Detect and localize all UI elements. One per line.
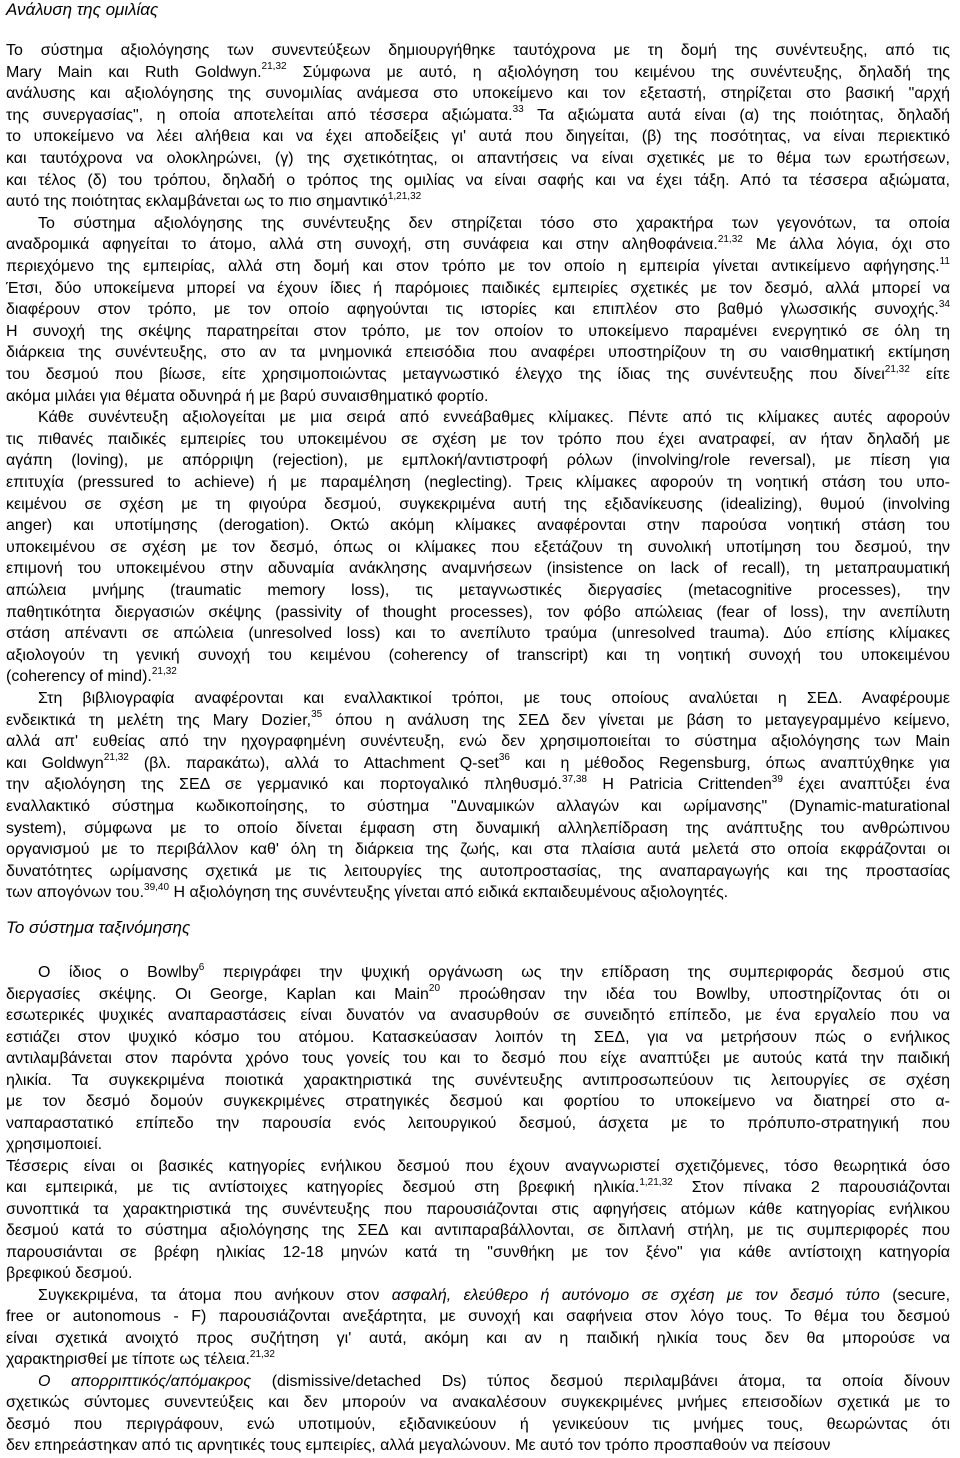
text-line [6, 63, 950, 82]
line-text: Κάθε συνέντευξη αξιολογείται με μια σειρά από εννεάβαθμες κλίμακες. Πέντε από τις κλίμακες αυτές αφορούν [38, 409, 950, 427]
line-text: ανάλυσης και αξιολόγησης της συνομιλίας ανάμεσα στο υποκείμενο και τον εξεταστή, στηρίζεται στο βασική "αρχή [6, 85, 950, 103]
line-text-continued: Η αξιολόγηση της συνέντευξης γίνεται από ειδικά εκπαιδευμένους αξιολογητές. [169, 884, 729, 902]
line-text: system), σύμφωνα με το οποίο δίνεται έμφαση στη δυναμική αλληλεπίδραση της ανάπτυξης του ανθρώπινου [6, 819, 950, 837]
text-line [6, 538, 950, 557]
line-text: Το σύστημα αξιολόγησης της συνέντευξης δεν στηρίζεται τόσο στο χαρακτήρα των γεγονότων, τα οποία [38, 214, 950, 232]
line-text: ηλικία. Τα συγκεκριμένα ποιοτικά χαρακτηριστικά της συνέντευξης αντιπροσωπεύουν τις λειτουργίες σε σχέση [6, 1071, 950, 1089]
text-line [38, 689, 950, 708]
line-text: αλλά απ' ευθείας από την ηχογραφημένη συνέντευξη, ενώ δεν χρησιμοποιείται το σύστημα αξιολόγησης των Main [6, 733, 950, 751]
line-text: οργανισμού με το περιβάλλον καθ' όλη τη διάρκεια της ζωής, και στα πλαίσια αυτά μελετά στο οποία εκφράζονται οι [6, 841, 950, 859]
citation-superscript: 21,32 [717, 234, 743, 246]
line-text: της συνεργασίας", η οποία αποτελείται από τέσσερα αξιώματα. [6, 106, 513, 124]
section-heading-classification-system: Το σύστημα ταξινόμησης [6, 918, 191, 937]
text-line [6, 171, 950, 190]
line-text: αντιλαμβάνεται στον παρόντα χρόνο τους γονείς του και το δεσμό που είχε αναπτύξει με αυτούς κατά την παιδική [6, 1050, 950, 1067]
citation-superscript: 35 [311, 709, 323, 721]
line-text: και Goldwyn [6, 754, 104, 772]
text-line [6, 732, 950, 751]
text-line [6, 624, 950, 643]
line-text: Το σύστημα αξιολόγησης των συνεντεύξεων δημιουργήθηκε ταυτόχρονα με τη δομή της συνέντευξης, από τις [6, 42, 950, 59]
text-line [6, 1393, 950, 1412]
line-text: ενδεικτικά τη μελέτη της Mary Dozier, [6, 711, 312, 729]
line-text: εστιάζει στον ψυχικό κόσμο του ατόμου. Κατασκεύασαν λοιπόν τη ΣΕΔ, για να μετρήσουν πώς ο ενήλικος [6, 1028, 950, 1046]
text-line [6, 1329, 950, 1348]
line-text: επιμονή του υποκειμένου στην αδυναμία ανάκλησης αναμνήσεων (insistence on lack of recall), τη μεταπραυματική [6, 560, 950, 578]
line-text: διαφέρουν στον τρόπο, με τον οποίο αφηγούνται τις ιστορίες και επιπλέον στο βαθμό γλωσσικής συνοχής. [6, 301, 939, 319]
text-line [6, 235, 950, 254]
text-line [6, 1092, 950, 1111]
section-heading-speech-analysis: Ανάλυση της ομιλίας [6, 0, 159, 19]
line-text: τις πιθανές παιδικές εμπειρίες του υποκειμένου σε σχέση με τον τρόπο που έχει ανατραφεί, αν ήταν δηλαδή με [6, 430, 950, 448]
text-line [6, 300, 950, 319]
line-text: ακόμα μιλάει για θέματα οδυνηρά ή με βαρύ συναισθηματικό φορτίο. [6, 387, 489, 405]
line-text: απώλεια μνήμης (traumatic memory loss), τις μεταγνωστικές διεργασίες (metacognitive processes), την [6, 582, 950, 599]
citation-superscript: 33 [512, 104, 524, 116]
line-text: Έτσι, δύο υποκείμενα μπορεί να έχουν ίδιες ή παρόμοιες παιδικές εμπειρίες σχετικές με τον δεσμό, αλλά μπορεί να [6, 279, 950, 297]
text-line [6, 516, 950, 535]
citation-superscript: 21,32 [261, 61, 287, 73]
text-line [6, 775, 950, 794]
line-text: αγάπη (loving), με απόρριψη (rejection), με εμπλοκή/αντιστροφή ρόλων (involving/role reversal), με πίεση για [6, 452, 950, 470]
line-text: υποκειμένου σε σχέση με τον δεσμό, όπως οι κλίμακες που εξετάζουν τη συνολική υποτίμηση του δεσμού, την [6, 538, 950, 556]
text-line [6, 149, 950, 168]
line-text: των απογόνων του. [6, 884, 145, 902]
line-text: το υποκείμενο να λέει αλήθεια και να έχει αποδείξεις γι' αυτά που διηγείται, (β) της ποσότητας, να είναι περιεκτικό [6, 128, 950, 146]
text-line [6, 985, 950, 1004]
text-line [38, 408, 950, 427]
text-line [6, 797, 950, 816]
text-line [6, 473, 950, 492]
text-line [6, 1243, 950, 1262]
text-line [6, 1135, 950, 1154]
text-line [6, 559, 950, 578]
text-line [38, 1372, 950, 1391]
text-line [6, 1028, 950, 1047]
line-text-continued: (dismissive/detached Ds) τύπος δεσμού περιλαμβάνει άτομα, τα οποία δίνουν [251, 1372, 950, 1390]
line-text-continued: Τα αξιώματα αυτά είναι (α) της ποιότητας, δηλαδή [523, 106, 951, 124]
line-text: δεν επηρεάστηκαν από τις αρνητικές τους εμπειρίες, αλλά μεγαλώνουν. Με αυτό τον τρόπο προσπαθούν να πείσουν [6, 1437, 831, 1454]
text-line [6, 279, 950, 298]
text-line [6, 365, 950, 384]
line-text: βρεφικού δεσμού. [6, 1265, 133, 1282]
text-line [6, 127, 950, 146]
line-text: free or autonomous - F) παρουσιάζονται ανεξάρτητα, με συνοχή και σαφήνεια στον λόγο τους. Το θέμα του δεσμού [6, 1308, 950, 1325]
text-line [6, 430, 950, 449]
text-line [6, 1415, 950, 1434]
line-text: συνοπτικά τα χαρακτηριστικά της συνέντευξης που παρουσιάζονται στις αφηγήσεις ατόμων κάθε κατηγορίας ενήλικου [6, 1200, 950, 1218]
line-text: παρουσιάνται σε βρέφη ηλικίας 12-18 μηνών κατά τη "συνθήκη με τον ξένο" για κάθε αντίστοιχη κατηγορία [6, 1243, 950, 1261]
line-text: και εμπειρικά, με τις αντίστοιχες κατηγορίες δεσμού στη βρεφική ηλικία. [6, 1179, 640, 1196]
line-text: αυτό της ποιότητας εκλαμβάνεται ως το πιο σημαντικό [6, 193, 388, 211]
text-line [6, 603, 950, 622]
text-line [6, 667, 950, 686]
text-line [6, 754, 950, 773]
citation-superscript: 20 [428, 983, 441, 995]
line-text-continued: έχει αναπτύξει ένα [782, 776, 951, 794]
citation-superscript: 21,32 [103, 752, 129, 764]
text-line [6, 1200, 950, 1219]
text-line [6, 451, 950, 470]
line-text: διάρκεια της συνέντευξης, στο αν τα μνημονικά επεισόδια που αναφέρει υποστηρίζουν τη συ ναισθηματική εκτίμηση [6, 344, 950, 362]
line-text: και τέλος (δ) του τρόπου, δηλαδή ο τρόπος της ομιλίας να είναι σαφής και να έχει τάξη. Από τα τέσσερα αξιώματα, [6, 171, 950, 189]
text-line [6, 257, 950, 276]
line-text: χρησιμοποιεί. [6, 1136, 103, 1153]
text-line [6, 1178, 950, 1197]
line-text: εσωτερικές ψυχικές αναπαραστάσεις είναι δυνατόν να ανασυρθούν σε συνειδητό επίπεδο, με ένα εργαλείο που να [6, 1007, 950, 1024]
line-text: με τον δεσμό δομούν συγκεκριμένες στρατηγικές δεσμού και φορτίου το υποκείμενο να διατηρεί στο α- [6, 1093, 950, 1110]
line-text: Η συνοχή της σκέψης παρατηρείται στον τρόπο, με τον οποίον το υποκείμενο παραμένει ενεργητικό σε όλη τη [6, 322, 950, 340]
line-text: anger) και υποτίμησης (derogation). Οκτώ ακόμη κλίμακες αναφέρονται στην παρούσα νοητική στάση του [6, 517, 950, 535]
text-line [6, 819, 950, 838]
citation-superscript: 6 [198, 961, 205, 973]
line-text: εναλλακτικό σύστημα κωδικοποίησης, το σύστημα "Δυναμικών αλλαγών και ωρίμανσης" (Dynamic-maturational [6, 798, 950, 815]
line-text: αναδρομικά αφηγείται το άτομο, αλλά στη συνοχή, στη συνάφεια και στην αληθοφάνεια. [6, 236, 718, 254]
text-line [6, 1264, 950, 1283]
text-line [6, 1157, 950, 1176]
citation-superscript: 39,40 [144, 882, 170, 894]
citation-superscript: 21,32 [884, 363, 910, 375]
text-line [6, 1436, 950, 1455]
text-line [6, 343, 950, 362]
text-line [6, 41, 950, 60]
text-line [6, 84, 950, 103]
line-text-continued: Με άλλα λόγια, όχι στο [742, 236, 951, 254]
text-line [38, 214, 950, 233]
line-text: Στη βιβλιογραφία αναφέρονται και εναλλακτικοί τρόποι, με τους οποίους αναλύεται η ΣΕΔ. Αναφέρουμε [38, 690, 950, 707]
citation-superscript: 34 [938, 298, 950, 310]
text-line [38, 1286, 950, 1305]
line-text: δυνατότητες ωρίμανσης σχετικά με τις λειτουργίες της αυτοπροστασίας, της αναπαραγωγής και της προστασίας [6, 862, 950, 880]
citation-superscript: 1,21,32 [387, 190, 422, 202]
line-text-continued: όπου η ανάλυση της ΣΕΔ δεν γίνεται με βάση το μεταγεγραμμένο κείμενο, [322, 711, 950, 729]
text-line [6, 1006, 950, 1025]
line-text-continued: προώθησαν την ιδέα του Bowlby, υποστηρίζοντας ότι οι [440, 985, 950, 1003]
citation-superscript: 21,32 [249, 1348, 275, 1360]
line-text: Τέσσερις είναι οι βασικές κατηγορίες ενήλικου δεσμού που έχουν αναγνωριστεί σχετιζόμενες, τόσο θεωρητικά όσο [6, 1157, 950, 1175]
line-text: επιτυχία (pressured to achieve) ή με παραμέληση (neglecting). Τρεις κλίμακες αφορούν τη νοητική στάση του υπο- [6, 474, 950, 491]
citation-superscript: 21,32 [151, 666, 177, 678]
line-text: περιεχόμενο της εμπειρίας, αλλά στη δομή και στον τρόπο με τον οποίο η εμπειρία γίνεται αντικείμενο αφήγησης. [6, 258, 940, 275]
line-text-continued: (βλ. παρακάτω), αλλά το Attachment Q-set [128, 754, 499, 772]
text-line [6, 322, 950, 341]
line-text: Ο ίδιος ο Bowlby [38, 964, 199, 981]
text-line [6, 106, 950, 125]
text-line [6, 862, 950, 881]
line-text: ναπαραστατικό επίπεδο την παρουσία ενός λειτουργικού δεσμού, άσχετα με το πρόπυπο-στρατηγική που [6, 1114, 950, 1132]
line-text: Συγκεκριμένα, τα άτομα που ανήκουν στον [38, 1286, 380, 1304]
line-text: κειμένου σε σχέση με τη φιγούρα δεσμού, συγκεκριμένα αυτή της εξιδανίκευσης (idealizing), θυμού (involving [6, 495, 950, 513]
text-line [6, 711, 950, 730]
line-text-continued: Η Patricia Crittenden [586, 776, 772, 794]
citation-superscript: 39 [771, 774, 783, 786]
line-text-continued: Σύμφωνα με αυτό, η αξιολόγηση του κειμένου της συνέντευξης, δηλαδή της [286, 63, 951, 81]
text-line [38, 963, 950, 982]
citation-superscript: 1,21,32 [639, 1176, 673, 1188]
citation-superscript: 11 [939, 255, 950, 267]
text-line [6, 646, 950, 665]
text-line [6, 1350, 950, 1369]
line-text-continued: Στον πίνακα 2 παρουσιάζονται [672, 1179, 951, 1196]
text-line [6, 883, 950, 902]
line-text-continued: περιγράφει την ψυχική οργάνωση ως την επίδραση της συμπεριφοράς δεσμού στις [204, 964, 950, 981]
line-text: (coherency of mind). [6, 668, 152, 686]
line-text: παθητικότητα διεργασιών σκέψης (passivity of thought processes), τον φόβο απώλειας (fear of loss), την ανεπίλυτη [6, 603, 951, 621]
citation-superscript: 36 [498, 752, 510, 764]
italic-term: Ο απορριπτικός/απόμακρος [38, 1372, 252, 1390]
line-text: διεργασίες σκέψης. Οι George, Kaplan και Main [6, 985, 429, 1003]
line-text: δεσμό που περιγράφουν, ενώ υποτιμούν, εξιδανικεύουν ή γενικεύουν τις μνήμες τους, θεωρώντας ότι [6, 1415, 950, 1433]
italic-term: ασφαλή, ελεύθερο ή αυτόνομο σε σχέση με τον δεσμό τύπο [379, 1286, 880, 1304]
text-line [6, 1307, 950, 1326]
text-line [6, 1114, 950, 1133]
text-line [6, 1221, 950, 1240]
line-text-continued: είτε [909, 366, 950, 383]
line-text: σχετικώς σύντομες συνεντεύξεις και δεν μπορούν να ανακαλέσουν συγκεκριμένες μνήμες επεισοδίων σχετικά με το [6, 1394, 950, 1411]
line-text: και ταυτόχρονα να ολοκληρώνει, (γ) της σχετικότητας, οι απαντήσεις να είναι σχετικές με το θέμα των ερωτήσεων, [6, 150, 950, 167]
line-text-continued: και η μέθοδος Regensburg, όπως αναπτύχθηκε για [509, 754, 950, 772]
line-text: του δεσμού που βίωσε, είτε χρησιμοποιώντας μεταγνωστικό έλεγχο της ίδιας της συνέντευξης που δίνει [6, 366, 885, 383]
line-text: δεσμού κατά το σύστημα αξιολόγησης της ΣΕΔ και αντιπαραβάλλονται, σε διπλανή στήλη, με τις συμπεριφορές που [6, 1222, 950, 1239]
line-text: χαρακτηρισθεί με τίποτε ως τέλεια. [6, 1351, 250, 1368]
line-text-continued: (secure, [879, 1286, 951, 1304]
text-line [6, 581, 950, 600]
text-line [6, 387, 950, 406]
line-text: είναι σχετικά ανοιχτό προς συζήτηση γι' αυτά, ακόμη και αν η παιδική ηλικία τους δεν θα μπορούσε να [6, 1329, 950, 1347]
text-line [6, 1071, 950, 1090]
line-text: την αξιολόγηση της ΣΕΔ σε γερμανικό και πορτογαλικό πληθυσμό. [6, 776, 562, 794]
text-line [6, 840, 950, 859]
text-line [6, 192, 950, 211]
text-line [6, 495, 950, 514]
line-text: στάση απέναντι σε απώλεια (unresolved loss) και το ανεπίλυτο τραύμα (unresolved trauma). Δύο επίσης κλίμακες [6, 625, 950, 643]
citation-superscript: 37,38 [561, 774, 587, 786]
line-text: Mary Main και Ruth Goldwyn. [6, 63, 262, 81]
text-line [6, 1049, 950, 1068]
line-text: αξιολογούν τη γενική συνοχή του κειμένου (coherency of transcript) και τη νοητική συνοχή του υποκειμένου [6, 646, 950, 664]
